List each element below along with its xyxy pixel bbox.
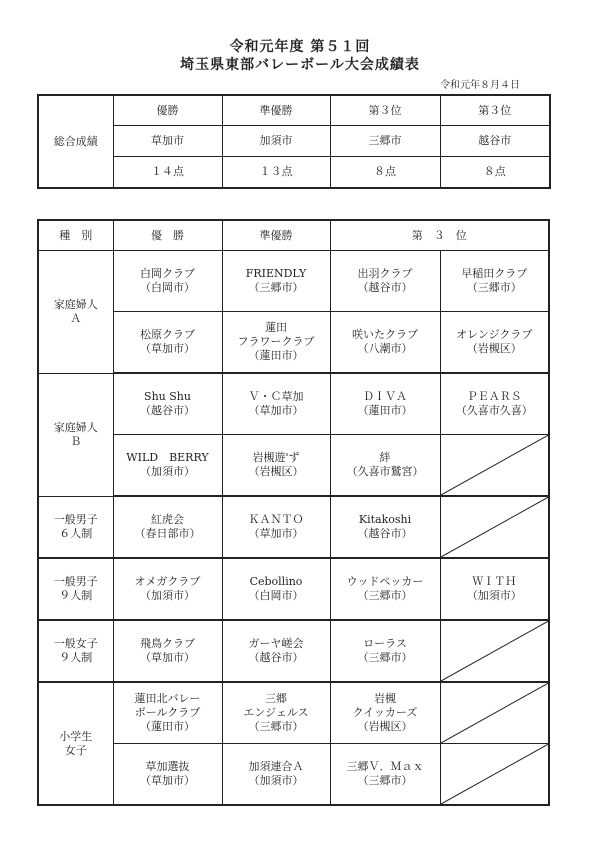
category-label: 小学生 女子 (38, 682, 113, 805)
summary-label: 総合成績 (38, 95, 113, 188)
category-label: 一般男子 ９人制 (38, 558, 113, 620)
third-place-cell: ウッドペッカー （三郷市） (330, 558, 440, 620)
category-label: 家庭婦人 Ａ (38, 251, 113, 374)
empty-slash-cell (440, 620, 549, 682)
third-place-cell: Kitakoshi （越谷市） (330, 496, 440, 558)
header-category: 種 別 (38, 220, 113, 251)
summary-col-header: 第３位 (330, 95, 440, 126)
third-place-cell: 早稲田クラブ （三郷市） (440, 251, 549, 312)
category-label: 家庭婦人 Ｂ (38, 373, 113, 496)
category-label: 一般男子 ６人制 (38, 496, 113, 558)
runner-up-cell: ガーヤ嵯会 （越谷市） (222, 620, 330, 682)
summary-col-header: 準優勝 (222, 95, 330, 126)
header-third: 第 ３ 位 (330, 220, 549, 251)
document-date: 令和元年８月４日 (440, 80, 520, 91)
winner-cell: WILD BERRY （加須市） (113, 435, 222, 497)
winner-cell: 蓮田北バレー ボールクラブ （蓮田市） (113, 682, 222, 744)
summary-points: ８点 (440, 157, 550, 189)
summary-col-header: 優勝 (113, 95, 222, 126)
empty-slash-cell (440, 435, 549, 497)
summary-table (37, 94, 551, 189)
header-runner-up: 準優勝 (222, 220, 330, 251)
winner-cell: 草加選抜 （草加市） (113, 744, 222, 806)
runner-up-cell: 岩槻遊'ず （岩槻区） (222, 435, 330, 497)
runner-up-cell: Cebollino （白岡市） (222, 558, 330, 620)
summary-points: １３点 (222, 157, 330, 189)
winner-cell: 紅虎会 （春日部市） (113, 496, 222, 558)
summary-city: 三郷市 (330, 126, 440, 157)
summary-points: １４点 (113, 157, 222, 189)
runner-up-cell: 加須連合Ａ （加須市） (222, 744, 330, 806)
winner-cell: 飛鳥クラブ （草加市） (113, 620, 222, 682)
runner-up-cell: Ｖ・Ｃ草加 （草加市） (222, 373, 330, 435)
third-place-cell: 絆 （久喜市鷲宮） (330, 435, 440, 497)
summary-col-header: 第３位 (440, 95, 550, 126)
runner-up-cell: 蓮田 フラワークラブ （蓮田市） (222, 312, 330, 374)
winner-cell: 松原クラブ （草加市） (113, 312, 222, 374)
category-label: 一般女子 ９人制 (38, 620, 113, 682)
title-line-1: 令和元年度 第５１回 (229, 39, 371, 55)
third-place-cell: 咲いたクラブ （八潮市） (330, 312, 440, 374)
winner-cell: オメガクラブ （加須市） (113, 558, 222, 620)
runner-up-cell: 三郷 エンジェルス （三郷市） (222, 682, 330, 744)
third-place-cell: ＰＥＡＲＳ （久喜市久喜） (440, 373, 549, 435)
empty-slash-cell (440, 496, 549, 558)
winner-cell: Shu Shu （越谷市） (113, 373, 222, 435)
third-place-cell: ＷＩＴＨ （加須市） (440, 558, 549, 620)
winner-cell: 白岡クラブ （白岡市） (113, 251, 222, 312)
summary-points: ８点 (330, 157, 440, 189)
empty-slash-cell (440, 744, 549, 806)
summary-city: 越谷市 (440, 126, 550, 157)
title-line-2: 埼玉県東部バレーボール大会成績表 (180, 57, 420, 73)
third-place-cell: 三郷Ｖ．Ｍａｘ （三郷市） (330, 744, 440, 806)
runner-up-cell: ＫＡＮＴＯ （草加市） (222, 496, 330, 558)
third-place-cell: オレンジクラブ （岩槻区） (440, 312, 549, 374)
runner-up-cell: FRIENDLY （三郷市） (222, 251, 330, 312)
summary-city: 加須市 (222, 126, 330, 157)
header-winner: 優 勝 (113, 220, 222, 251)
third-place-cell: 出羽クラブ （越谷市） (330, 251, 440, 312)
results-table (37, 219, 550, 806)
empty-slash-cell (440, 682, 549, 744)
third-place-cell: ＤＩＶＡ （蓮田市） (330, 373, 440, 435)
summary-city: 草加市 (113, 126, 222, 157)
third-place-cell: 岩槻 クイッカーズ （岩槻区） (330, 682, 440, 744)
third-place-cell: ローラス （三郷市） (330, 620, 440, 682)
